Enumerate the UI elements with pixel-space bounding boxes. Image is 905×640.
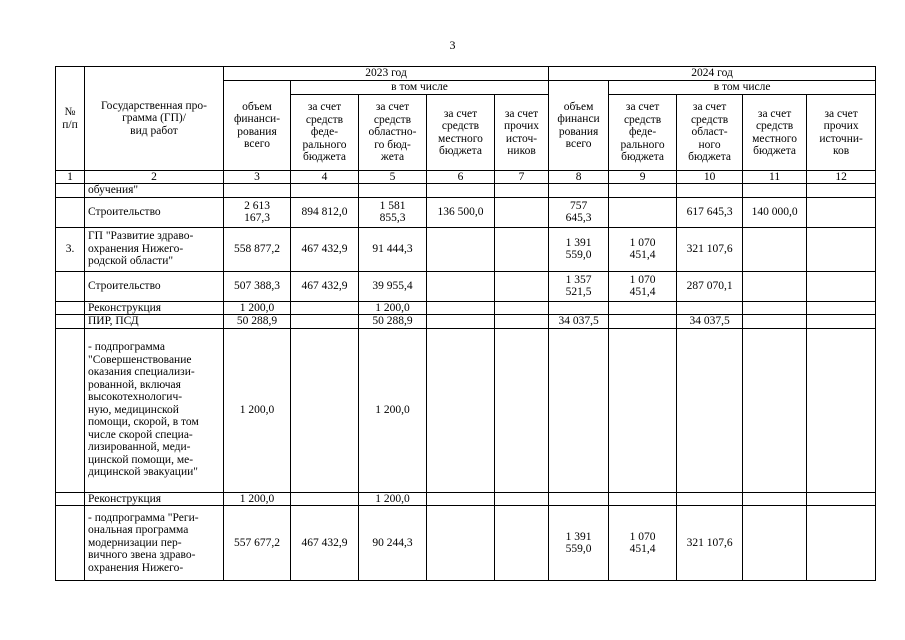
value-cell <box>609 197 677 227</box>
value-cell: 1 200,0 <box>224 301 291 315</box>
row-index <box>56 184 85 198</box>
value-cell: 287 070,1 <box>677 271 743 301</box>
value-cell <box>743 271 807 301</box>
value-cell: 557 677,2 <box>224 506 291 581</box>
row-name: - подпрограмма "Реги- ональная программа модернизации пер- вичного звена здраво- охранения Нижего- <box>85 506 224 581</box>
value-cell <box>609 315 677 329</box>
value-cell <box>495 506 549 581</box>
column-number: 2 <box>85 171 224 184</box>
header-regional-2024: за счет средств област- ного бюджета <box>677 95 743 171</box>
value-cell <box>807 315 876 329</box>
value-cell <box>427 271 495 301</box>
value-cell: 1 391 559,0 <box>549 506 609 581</box>
value-cell <box>495 315 549 329</box>
header-federal-2023: за счет средств феде- рального бюджета <box>291 95 359 171</box>
value-cell: 467 432,9 <box>291 271 359 301</box>
value-cell: 757 645,3 <box>549 197 609 227</box>
value-cell: 34 037,5 <box>549 315 609 329</box>
value-cell <box>427 227 495 271</box>
value-cell <box>807 197 876 227</box>
value-cell: 1 581 855,3 <box>359 197 427 227</box>
column-number: 4 <box>291 171 359 184</box>
table-row <box>56 506 876 581</box>
value-cell <box>291 301 359 315</box>
value-cell: 1 200,0 <box>359 492 427 506</box>
value-cell <box>807 506 876 581</box>
table-row <box>56 197 876 227</box>
value-cell <box>807 328 876 492</box>
header-local-2024: за счет средств местного бюджета <box>743 95 807 171</box>
value-cell <box>427 492 495 506</box>
value-cell <box>291 492 359 506</box>
value-cell <box>427 315 495 329</box>
value-cell: 558 877,2 <box>224 227 291 271</box>
value-cell <box>743 506 807 581</box>
value-cell <box>427 328 495 492</box>
value-cell <box>427 506 495 581</box>
row-name: ПИР, ПСД <box>85 315 224 329</box>
column-number: 9 <box>609 171 677 184</box>
row-name: Строительство <box>85 197 224 227</box>
value-cell <box>743 301 807 315</box>
row-index <box>56 492 85 506</box>
row-index <box>56 271 85 301</box>
value-cell: 2 613 167,3 <box>224 197 291 227</box>
value-cell <box>677 492 743 506</box>
row-name: Реконструкция <box>85 301 224 315</box>
row-index <box>56 506 85 581</box>
value-cell <box>495 301 549 315</box>
header-other-2024: за счет прочих источни- ков <box>807 95 876 171</box>
value-cell: 894 812,0 <box>291 197 359 227</box>
value-cell: 1 200,0 <box>359 328 427 492</box>
table-row <box>56 271 876 301</box>
value-cell: 1 070 451,4 <box>609 506 677 581</box>
row-name: Строительство <box>85 271 224 301</box>
value-cell: 1 200,0 <box>224 492 291 506</box>
value-cell <box>495 197 549 227</box>
value-cell <box>427 184 495 198</box>
value-cell <box>743 184 807 198</box>
value-cell: 136 500,0 <box>427 197 495 227</box>
value-cell <box>807 184 876 198</box>
value-cell: 1 391 559,0 <box>549 227 609 271</box>
table-row <box>56 315 876 329</box>
value-cell <box>609 492 677 506</box>
value-cell <box>549 301 609 315</box>
value-cell <box>743 492 807 506</box>
value-cell <box>677 184 743 198</box>
header-federal-2024: за счет средств феде- рального бюджета <box>609 95 677 171</box>
value-cell <box>291 184 359 198</box>
value-cell <box>807 492 876 506</box>
header-num: № п/п <box>56 67 85 171</box>
column-number: 10 <box>677 171 743 184</box>
value-cell <box>427 301 495 315</box>
header-incl-2024: в том числе <box>609 81 876 95</box>
value-cell: 1 200,0 <box>224 328 291 492</box>
value-cell <box>743 315 807 329</box>
row-name: ГП "Развитие здраво- охранения Нижего- родской области" <box>85 227 224 271</box>
header-regional-2023: за счет средств областно- го бюд- жета <box>359 95 427 171</box>
value-cell: 321 107,6 <box>677 506 743 581</box>
header-year-2023: 2023 год <box>224 67 549 81</box>
value-cell <box>495 328 549 492</box>
row-index <box>56 315 85 329</box>
value-cell <box>807 301 876 315</box>
header-other-2023: за счет прочих источ- ников <box>495 95 549 171</box>
row-index <box>56 197 85 227</box>
row-index: 3. <box>56 227 85 271</box>
financing-table <box>55 66 876 581</box>
header-local-2023: за счет средств местного бюджета <box>427 95 495 171</box>
value-cell <box>495 184 549 198</box>
page-number: 3 <box>449 38 456 52</box>
table-row <box>56 301 876 315</box>
row-name: Реконструкция <box>85 492 224 506</box>
value-cell <box>677 328 743 492</box>
column-number: 3 <box>224 171 291 184</box>
value-cell: 91 444,3 <box>359 227 427 271</box>
value-cell <box>677 301 743 315</box>
value-cell: 39 955,4 <box>359 271 427 301</box>
table-row <box>56 328 876 492</box>
column-number: 12 <box>807 171 876 184</box>
value-cell: 1 070 451,4 <box>609 271 677 301</box>
value-cell: 507 388,3 <box>224 271 291 301</box>
value-cell <box>291 328 359 492</box>
column-number: 8 <box>549 171 609 184</box>
column-number: 5 <box>359 171 427 184</box>
value-cell: 1 357 521,5 <box>549 271 609 301</box>
value-cell <box>224 184 291 198</box>
column-number: 11 <box>743 171 807 184</box>
value-cell <box>609 328 677 492</box>
table-row <box>56 227 876 271</box>
value-cell: 1 200,0 <box>359 301 427 315</box>
value-cell: 617 645,3 <box>677 197 743 227</box>
value-cell: 467 432,9 <box>291 227 359 271</box>
row-name: - подпрограмма "Совершенствование оказания специализи- рованной, включая высокотехнологич- ную, медицинской помощи, скорой, в том числе скорой специа- лизированной, меди- цинской помощи, ме- дицинской эвакуации" <box>85 328 224 492</box>
value-cell <box>495 492 549 506</box>
header-program: Государственная про- грамма (ГП)/ вид работ <box>85 67 224 171</box>
table-body <box>56 184 876 581</box>
row-name: обучения" <box>85 184 224 198</box>
value-cell <box>291 315 359 329</box>
value-cell <box>495 271 549 301</box>
value-cell: 1 070 451,4 <box>609 227 677 271</box>
value-cell: 321 107,6 <box>677 227 743 271</box>
column-number: 6 <box>427 171 495 184</box>
value-cell: 34 037,5 <box>677 315 743 329</box>
value-cell: 90 244,3 <box>359 506 427 581</box>
value-cell <box>807 227 876 271</box>
value-cell <box>743 328 807 492</box>
value-cell <box>549 492 609 506</box>
value-cell: 140 000,0 <box>743 197 807 227</box>
row-index <box>56 328 85 492</box>
value-cell <box>359 184 427 198</box>
header-total-2024: объем финанси рования всего <box>549 81 609 171</box>
value-cell: 467 432,9 <box>291 506 359 581</box>
value-cell <box>807 271 876 301</box>
header-incl-2023: в том числе <box>291 81 549 95</box>
table-row <box>56 184 876 198</box>
column-number: 7 <box>495 171 549 184</box>
column-number: 1 <box>56 171 85 184</box>
header-total-2023: объем финанси- рования всего <box>224 81 291 171</box>
value-cell <box>495 227 549 271</box>
header-year-2024: 2024 год <box>549 67 876 81</box>
value-cell: 50 288,9 <box>224 315 291 329</box>
row-index <box>56 301 85 315</box>
value-cell <box>549 328 609 492</box>
value-cell <box>549 184 609 198</box>
table-row <box>56 492 876 506</box>
value-cell <box>609 184 677 198</box>
value-cell <box>609 301 677 315</box>
value-cell <box>743 227 807 271</box>
value-cell: 50 288,9 <box>359 315 427 329</box>
